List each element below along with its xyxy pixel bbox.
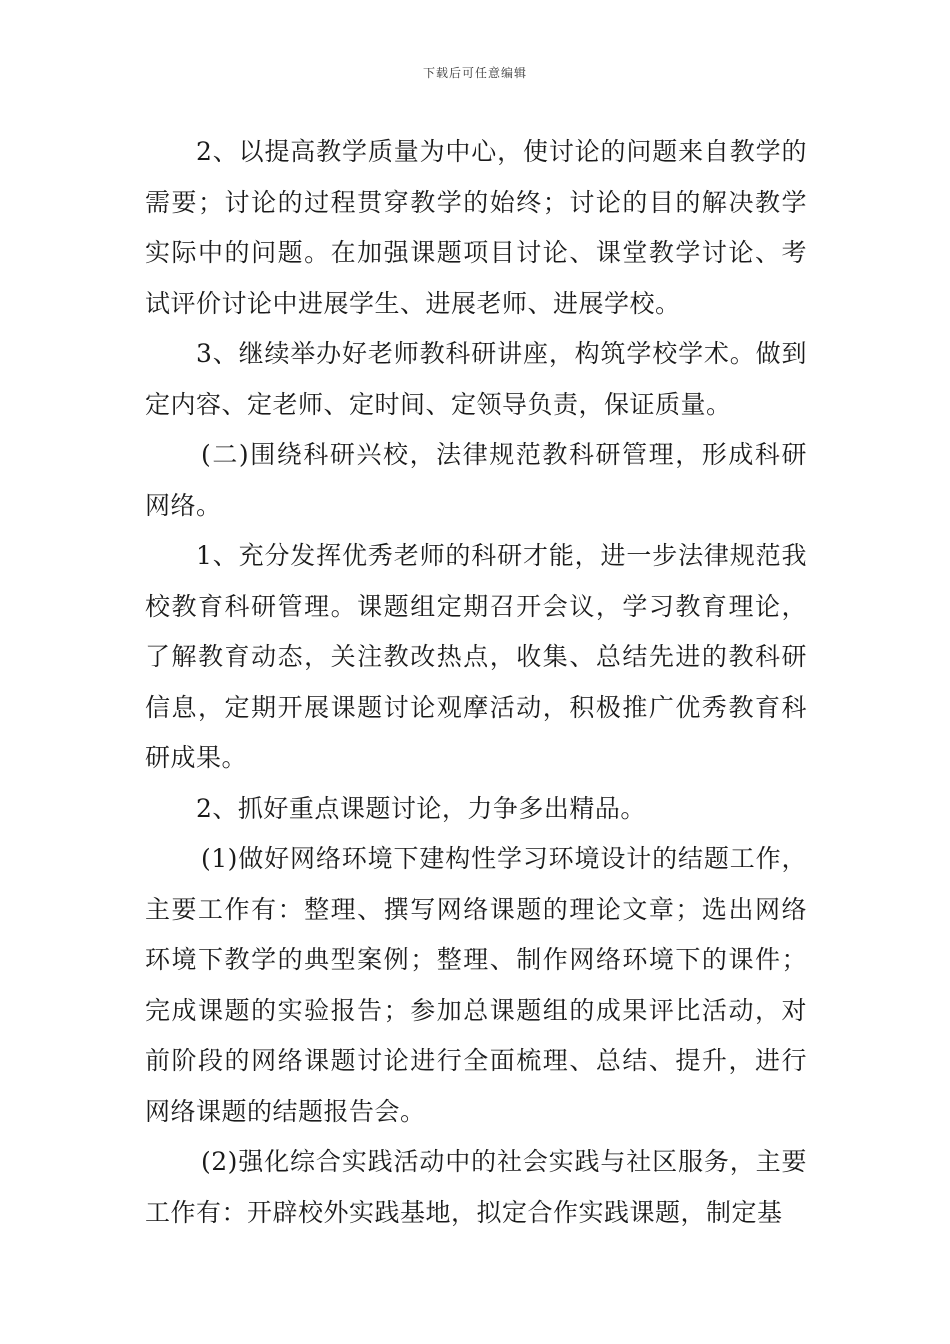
paragraph-subitem-1-network-project: (1)做好网络环境下建构性学习环境设计的结题工作，主要工作有：整理、撰写网络课题的理论文章；选出网络环境下教学的典型案例；整理、制作网络环境下的课件；完成课题的实验报告；参加总课题组的成果评比活动，对前阶段的网络课题讨论进行全面梳理、总结、提升，进行网络课题的结题报告会。 (145, 844, 807, 1126)
page-header-note: 下载后可任意编辑 (422, 66, 527, 80)
paragraph-item-3-lectures: 3、继续举办好老师教科研讲座，构筑学校学术。做到定内容、定老师、定时间、定领导负责，保证质量。 (145, 339, 807, 419)
document-body (145, 127, 807, 1238)
paragraph-item-2-teaching-quality: 2、以提高教学质量为中心，使讨论的问题来自教学的需要；讨论的过程贯穿教学的始终；讨论的目的解决教学实际中的问题。在加强课题项目讨论、课堂教学讨论、考试评价讨论中进展学生、进展老师、进展学校。 (145, 137, 807, 318)
paragraph-item-1-research-talent: 1、充分发挥优秀老师的科研才能，进一步法律规范我校教育科研管理。课题组定期召开会议，学习教育理论，了解教育动态，关注教改热点，收集、总结先进的教科研信息，定期开展课题讨论观摩活动，积极推广优秀教育科研成果。 (145, 541, 807, 772)
paragraph-item-2-key-projects: 2、抓好重点课题讨论，力争多出精品。 (196, 793, 646, 823)
paragraph-subitem-2-social-practice: (2)强化综合实践活动中的社会实践与社区服务，主要工作有：开辟校外实践基地，拟定合作实践课题，制定基 (145, 1147, 807, 1227)
section-heading-research-management: (二)围绕科研兴校，法律规范教科研管理，形成科研网络。 (145, 440, 807, 520)
